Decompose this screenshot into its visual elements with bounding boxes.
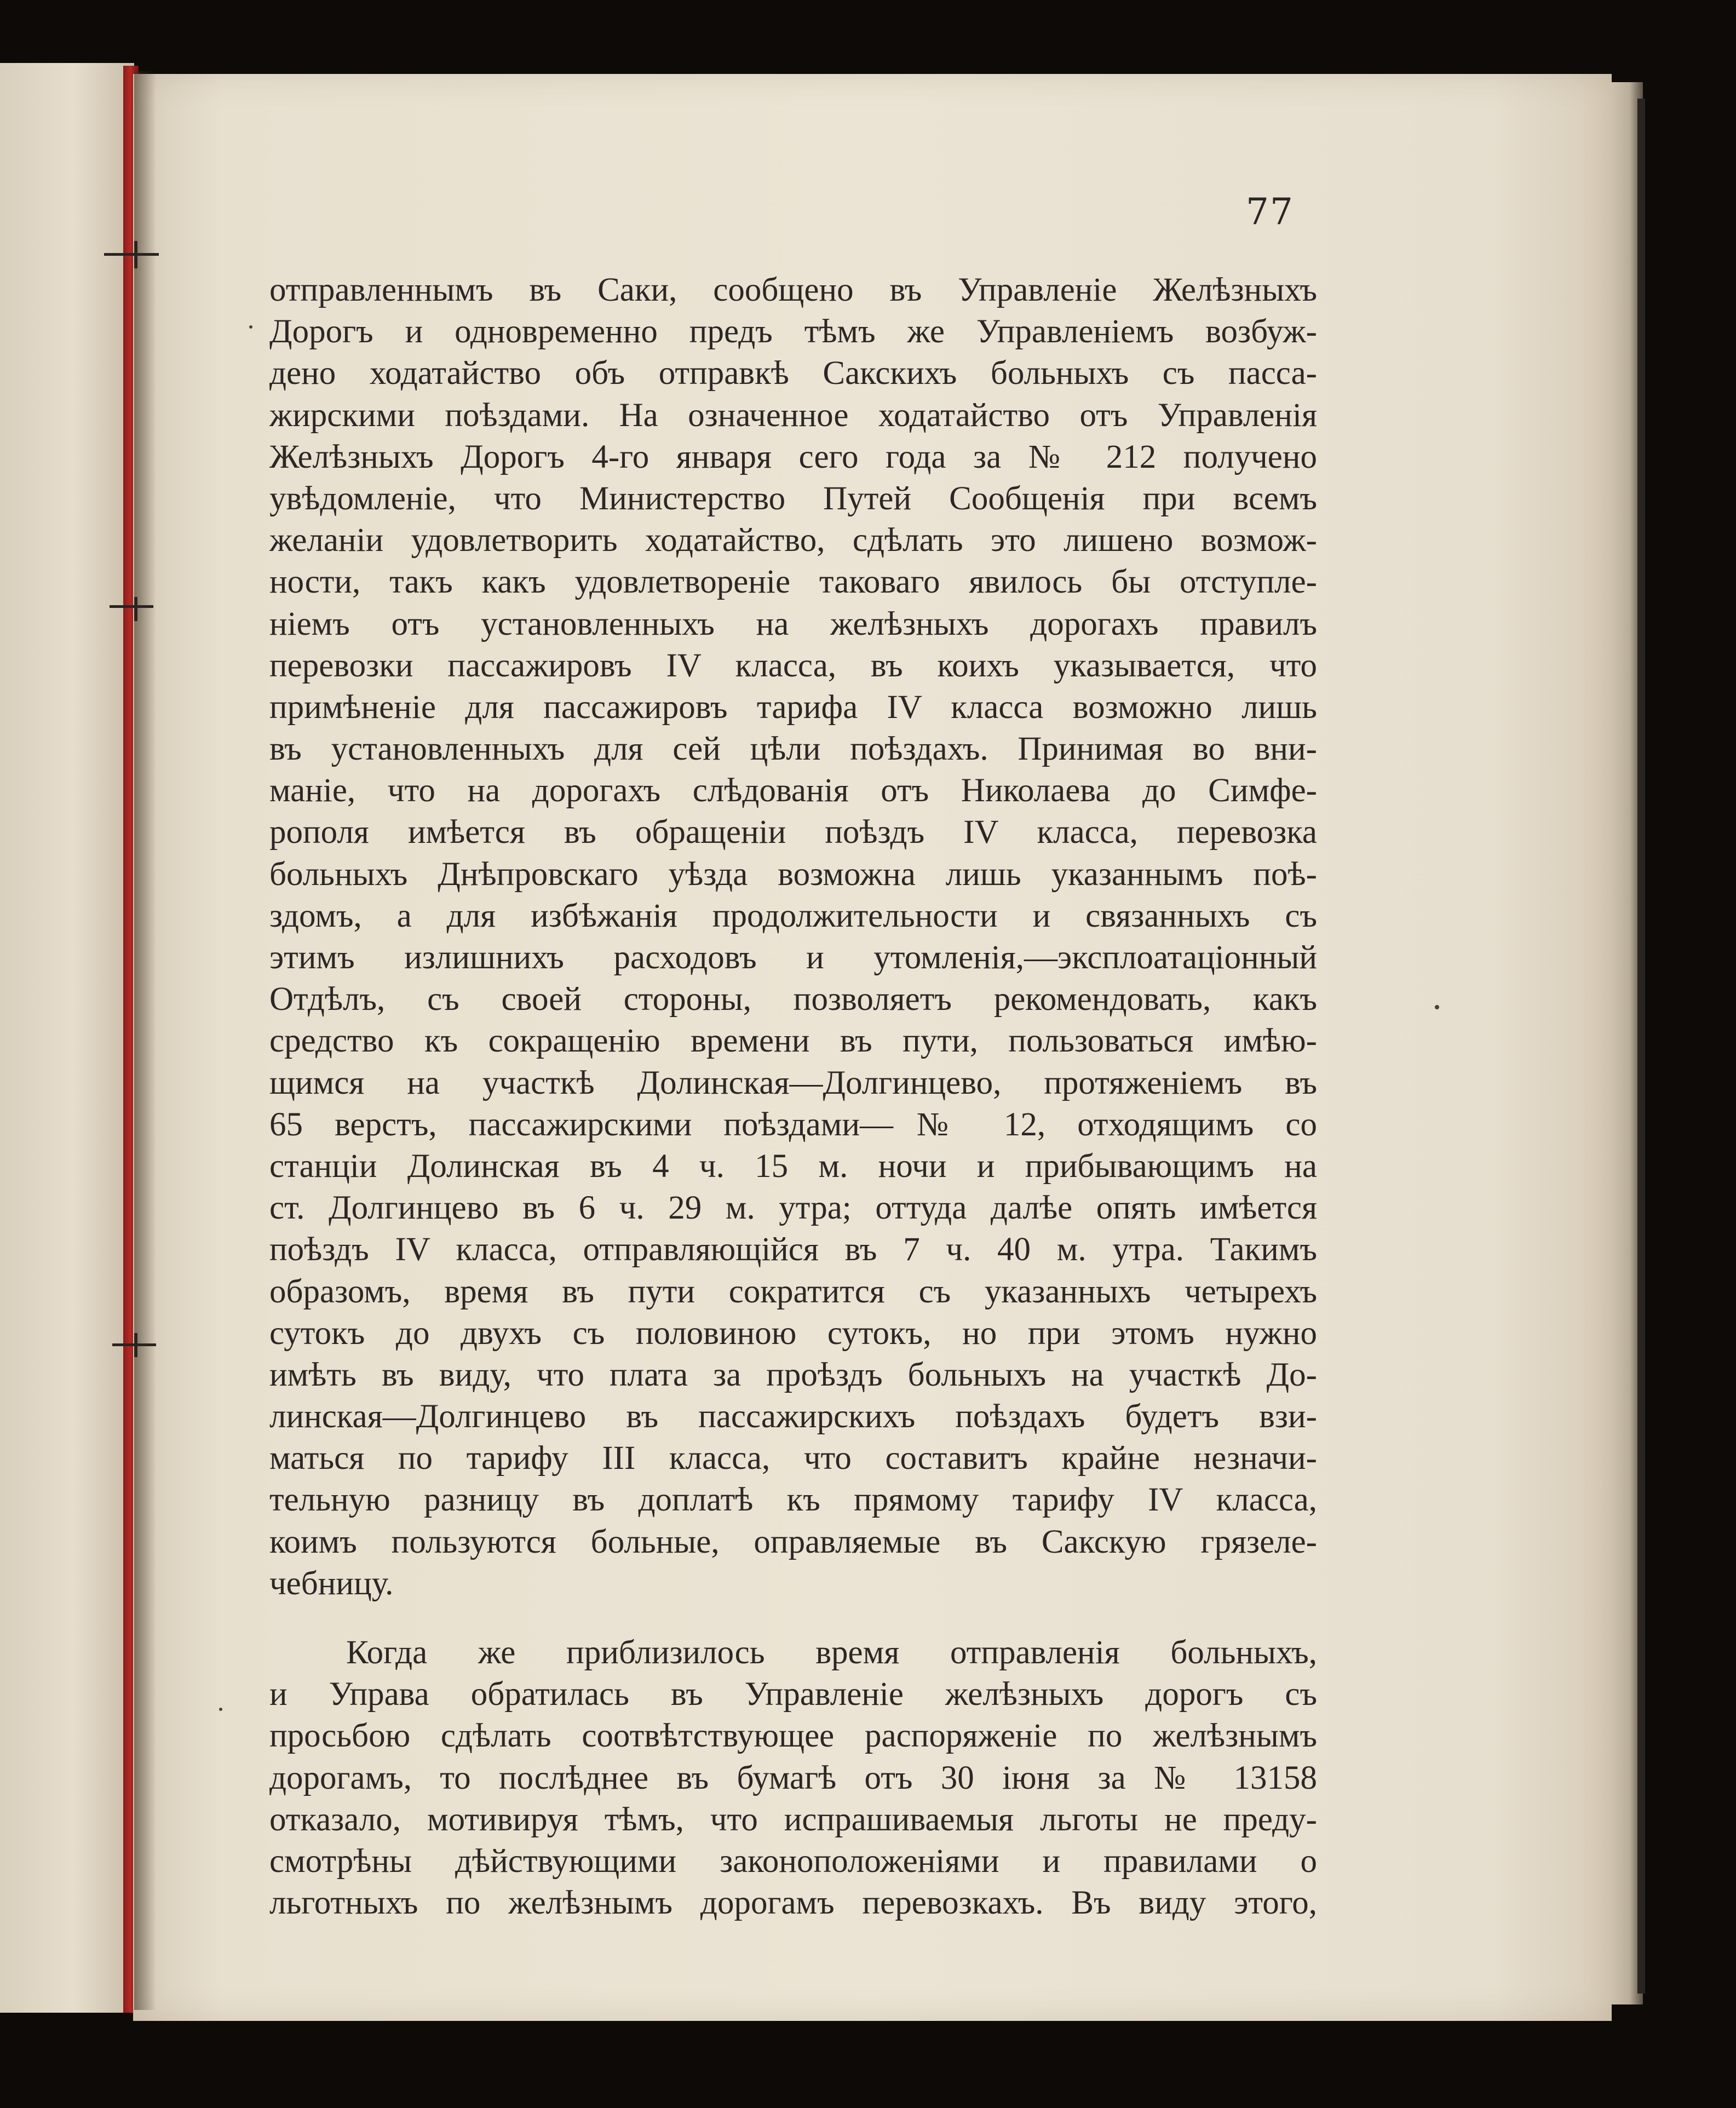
- margin-tick: [110, 605, 153, 608]
- text-line: Дорогъ и одновременно предъ тѣмъ же Управленіемъ возбуж-: [269, 313, 1317, 351]
- text-line: ніемъ отъ установленныхъ на желѣзныхъ дорогахъ правилъ: [269, 605, 1317, 642]
- text-line: чебницу.: [269, 1565, 394, 1602]
- text-line: ст. Долгинцево въ 6 ч. 29 м. утра; оттуда далѣе опять имѣется: [269, 1190, 1317, 1227]
- gutter-shadow: [134, 71, 156, 2010]
- text-line: рополя имѣется въ обращеніи поѣздъ IV класса, перевозка: [269, 814, 1317, 851]
- previous-page-edge: [0, 63, 134, 2013]
- text-line: жирскими поѣздами. На означенное ходатайство отъ Управленія: [269, 397, 1317, 434]
- text-line: маніе, что на дорогахъ слѣдованія отъ Николаева до Симфе-: [269, 772, 1317, 809]
- text-line: Желѣзныхъ Дорогъ 4-го января сего года за № 212 получено: [269, 438, 1317, 475]
- text-line: тельную разницу въ доплатѣ къ прямому тарифу IV класса,: [269, 1481, 1317, 1519]
- ink-speck: [249, 325, 252, 329]
- text-line: коимъ пользуются больные, оправляемые въ Сакскую грязеле-: [269, 1523, 1317, 1560]
- text-line: этимъ излишнихъ расходовъ и утомленія,—эксплоатаціонный: [269, 939, 1317, 976]
- margin-tick: [134, 597, 137, 621]
- text-line: дорогамъ, то послѣднее въ бумагѣ отъ 30 іюня за № 13158: [269, 1759, 1317, 1796]
- text-line: образомъ, время въ пути сократится съ указанныхъ четырехъ: [269, 1273, 1317, 1310]
- text-line: станціи Долинская въ 4 ч. 15 м. ночи и прибывающимъ на: [269, 1147, 1317, 1185]
- text-line: сутокъ до двухъ съ половиною сутокъ, но при этомъ нужно: [269, 1314, 1317, 1352]
- text-line: больныхъ Днѣпровскаго уѣзда возможна лишь указаннымъ поѣ-: [269, 855, 1317, 893]
- page-block-shadow: [1637, 99, 1645, 1994]
- text-line: дено ходатайство объ отправкѣ Сакскихъ больныхъ съ пасса-: [269, 355, 1317, 392]
- text-line: и Управа обратилась въ Управленіе желѣзныхъ дорогъ съ: [269, 1676, 1317, 1713]
- text-line: линская—Долгинцево въ пассажирскихъ поѣздахъ будетъ взи-: [269, 1398, 1317, 1435]
- text-line: Когда же приблизилось время отправленія больныхъ,: [346, 1634, 1317, 1671]
- text-line: отправленнымъ въ Саки, сообщено въ Управленіе Желѣзныхъ: [269, 272, 1317, 308]
- text-line: имѣть въ виду, что плата за проѣздъ больныхъ на участкѣ До-: [269, 1356, 1317, 1393]
- body-text: [269, 269, 1317, 1924]
- text-line: средство къ сокращенію времени въ пути, пользоваться имѣю-: [269, 1023, 1317, 1060]
- margin-tick: [134, 1333, 137, 1357]
- ink-speck: [219, 1708, 222, 1711]
- text-line: примѣненіе для пассажировъ тарифа IV класса возможно лишь: [269, 688, 1317, 726]
- text-line: въ установленныхъ для сей цѣли поѣздахъ. Принимая во вни-: [269, 731, 1317, 768]
- margin-tick: [104, 253, 159, 256]
- text-line: льготныхъ по желѣзнымъ дорогамъ перевозкахъ. Въ виду этого,: [269, 1885, 1317, 1922]
- ink-speck: [1435, 1005, 1439, 1009]
- text-line: ности, такъ какъ удовлетвореніе таковаго явилось бы отступле-: [269, 564, 1317, 601]
- text-line: желаніи удовлетворить ходатайство, сдѣлать это лишено возмож-: [269, 522, 1317, 559]
- text-line: маться по тарифу III класса, что составитъ крайне незначи-: [269, 1440, 1317, 1477]
- text-line: поѣздъ IV класса, отправляющійся въ 7 ч. 40 м. утра. Такимъ: [269, 1231, 1317, 1268]
- page-number: 77: [1246, 191, 1294, 233]
- text-line: 65 верстъ, пассажирскими поѣздами—№ 12, отходящимъ со: [269, 1106, 1317, 1143]
- text-line: смотрѣны дѣйствующими законоположеніями и правилами о: [269, 1842, 1317, 1880]
- text-line: просьбою сдѣлать соотвѣтствующее распоряженіе по желѣзнымъ: [269, 1718, 1317, 1755]
- text-line: отказало, мотивируя тѣмъ, что испрашиваемыя льготы не преду-: [269, 1801, 1317, 1838]
- margin-tick: [134, 241, 137, 268]
- text-line: Отдѣлъ, съ своей стороны, позволяетъ рекомендовать, какъ: [269, 981, 1317, 1018]
- text-line: щимся на участкѣ Долинская—Долгинцево, протяженіемъ въ: [269, 1064, 1317, 1101]
- text-line: увѣдомленіе, что Министерство Путей Сообщенія при всемъ: [269, 480, 1317, 517]
- text-line: перевозки пассажировъ IV класса, въ коихъ указывается, что: [269, 647, 1317, 684]
- text-line: здомъ, а для избѣжанія продолжительности и связанныхъ съ: [269, 897, 1317, 934]
